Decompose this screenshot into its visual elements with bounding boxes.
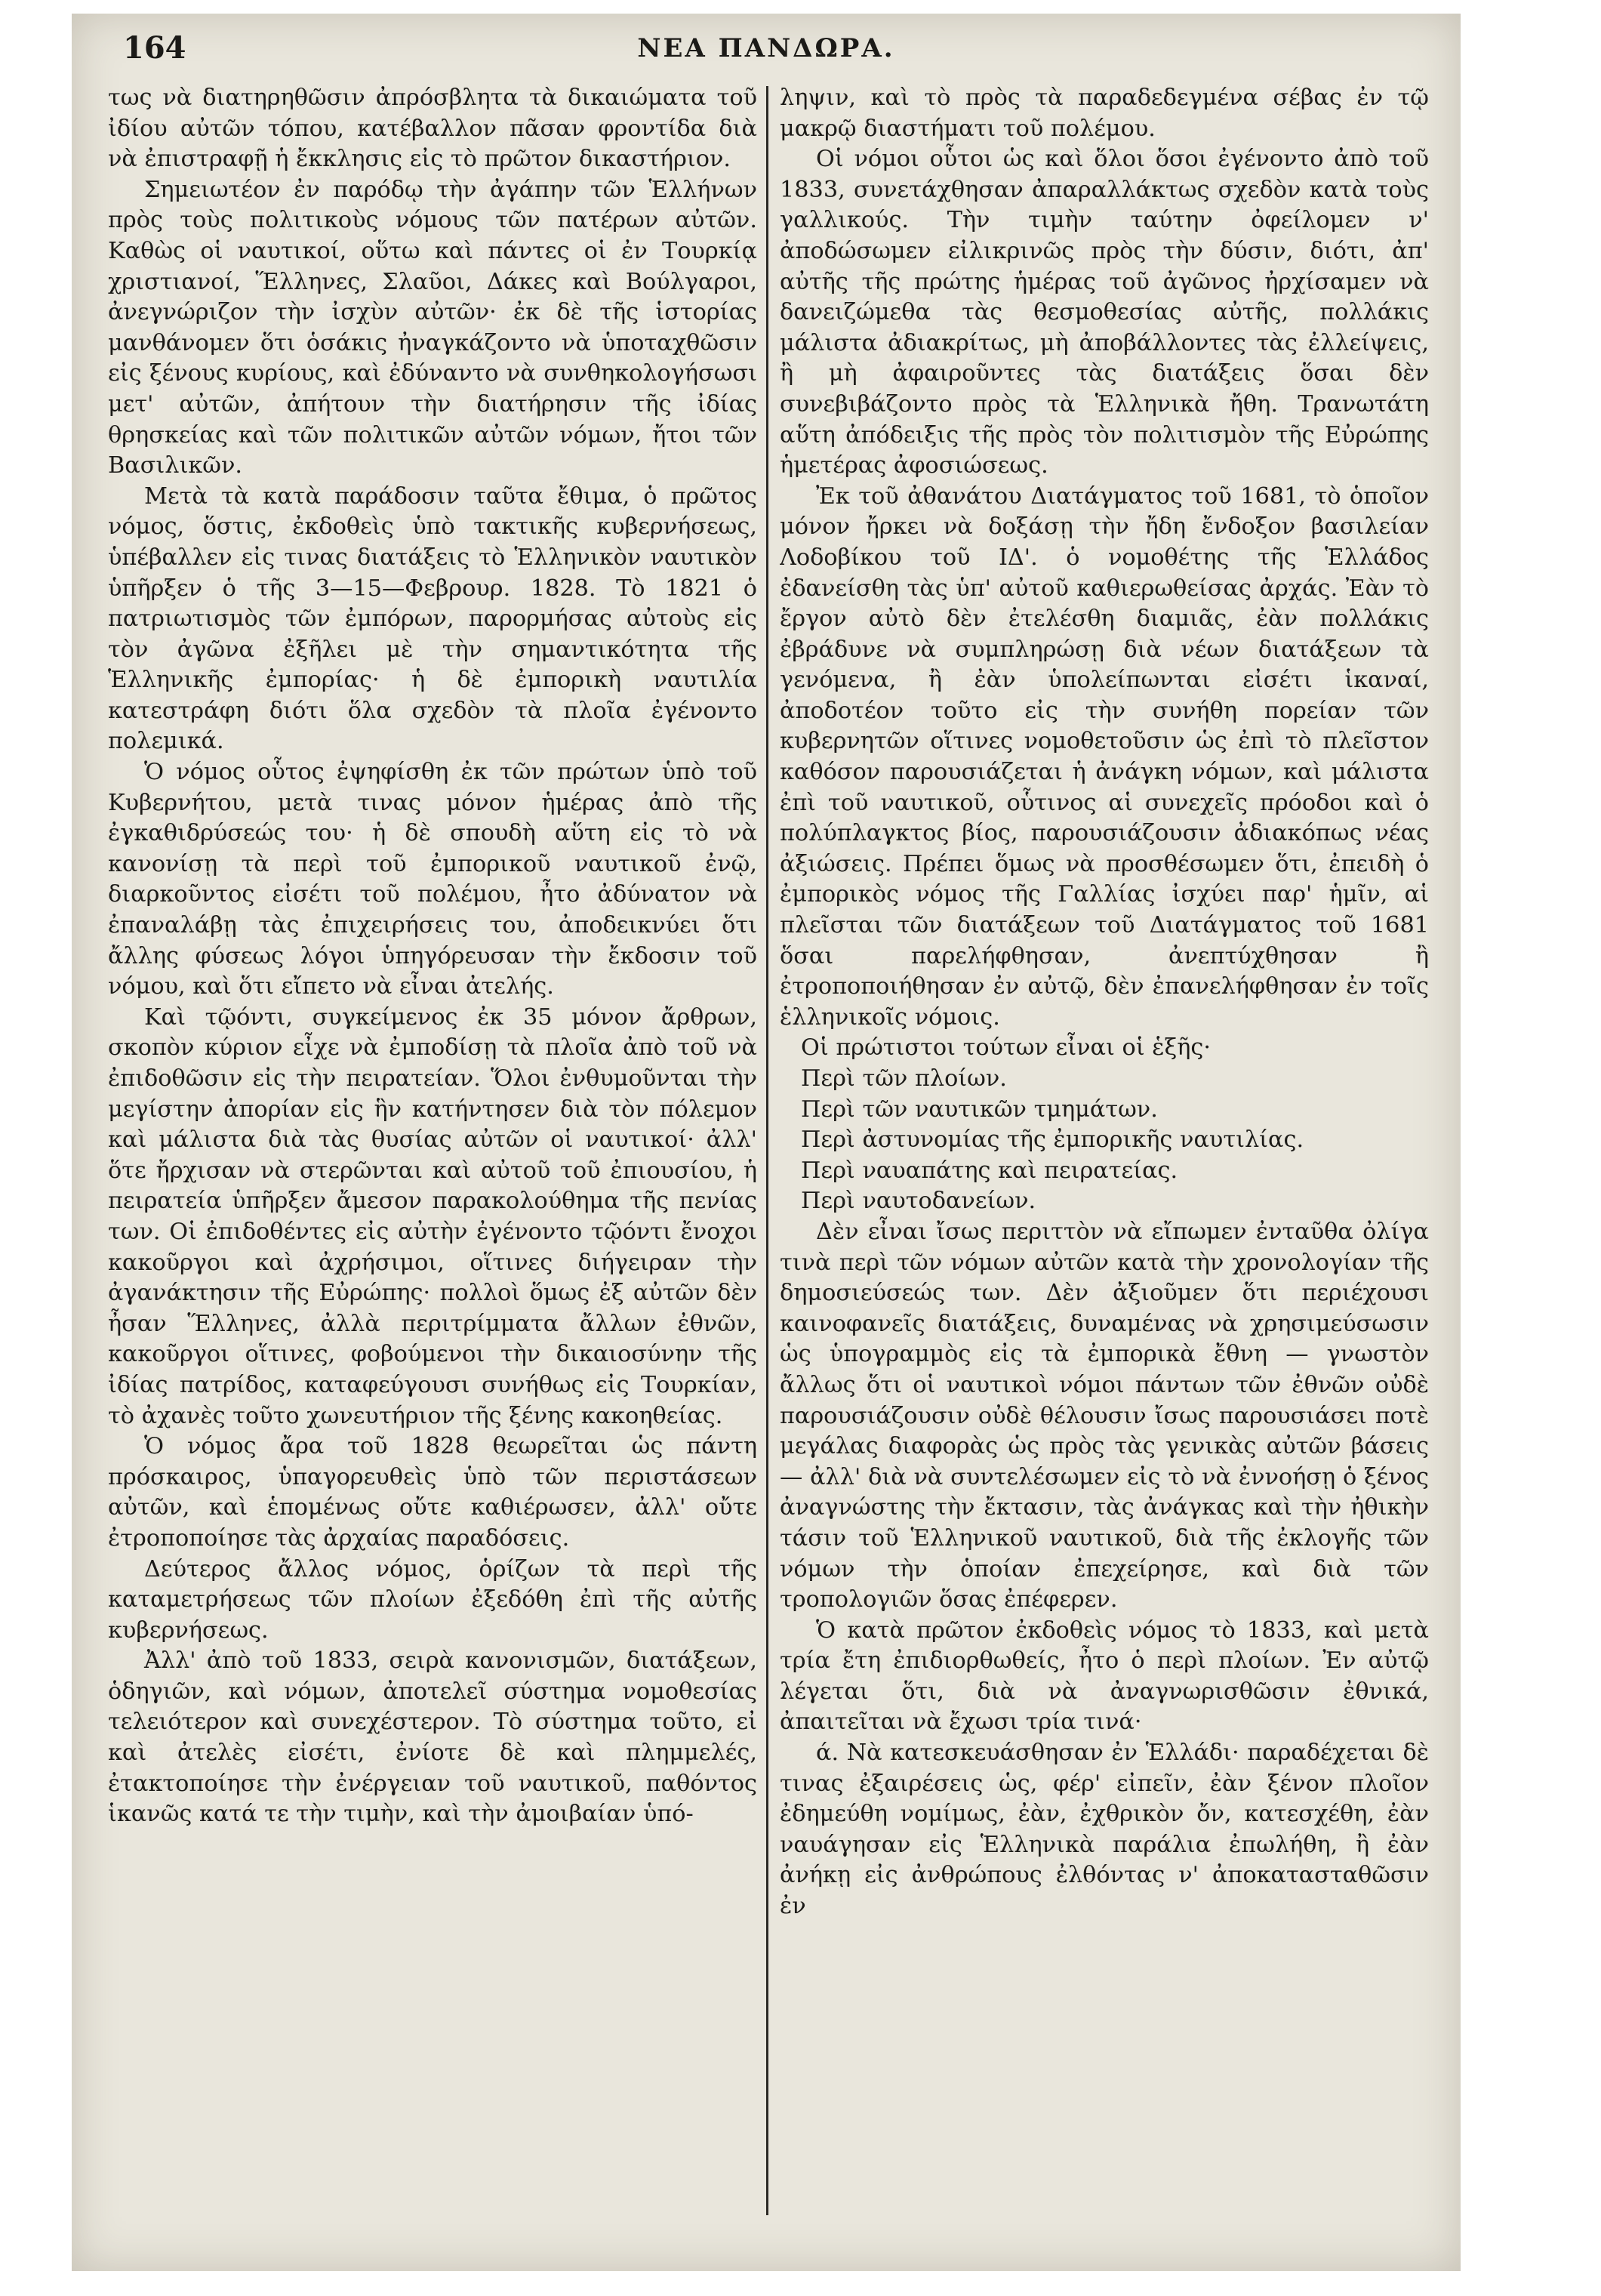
paragraph: Σημειωτέον ἐν παρόδῳ τὴν ἀγάπην τῶν Ἑλλήνων πρὸς τοὺς πολιτικοὺς νόμους τῶν πατέρων αὐτῶν. Καθὼς οἱ ναυτικοί, οὕτω καὶ πάντες οἱ ἐν Τουρκίᾳ χριστιανοί, Ἕλληνες, Σλαῦοι, Δάκες καὶ Βούλγαροι, ἀνεγνώριζον τὴν ἰσχὺν αὐτῶν· ἐκ δὲ τῆς ἱστορίας μανθάνομεν ὅτι ὁσάκις ἠναγκάζοντο νὰ ὑποταχθῶσιν εἰς ξένους κυρίους, καὶ ἐδύναντο νὰ συνθηκολογήσωσι μετ' αὐτῶν, ἀπήτουν τὴν διατήρησιν τῆς ἰδίας θρησκείας καὶ τῶν πολιτικῶν αὐτῶν νόμων, ἤτοι τῶν Βασιλικῶν. <box>108 176 757 479</box>
paragraph: Ἐκ τοῦ ἀθανάτου Διατάγματος τοῦ 1681, τὸ ὁποῖον μόνον ἤρκει νὰ δοξάσῃ τὴν ἤδη ἔνδοξον βασιλείαν Λοδοβίκου τοῦ ΙΔ'. ὁ νομοθέτης τῆς Ἑλλάδος ἐδανείσθη τὰς ὑπ' αὐτοῦ καθιερωθείσας ἀρχάς. Ἐὰν τὸ ἔργον αὐτὸ δὲν ἐτελέσθη διαμιᾶς, ἐὰν πολλάκις ἐβράδυνε νὰ συμπληρώσῃ διὰ νέων διατάξεων τὰ γενόμενα, ἢ ἐὰν ὑπολείπωνται εἰσέτι ἱκαναί, ἀποδοτέον τοῦτο εἰς τὴν συνήθη πορείαν τῶν κυβερνητῶν οἵτινες νομοθετοῦσιν ὡς ἐπὶ τὸ πλεῖστον καθόσον παρουσιάζεται ἡ ἀνάγκη νόμων, καὶ μάλιστα ἐπὶ τοῦ ναυτικοῦ, οὗτινος αἱ συνεχεῖς πρόοδοι καὶ ὁ πολύπλαγκτος βίος, παρουσιάζουσιν ἀδιακόπως νέας ἀξιώσεις. Πρέπει ὅμως νὰ προσθέσωμεν ὅτι, ἐπειδὴ ὁ ἐμπορικὸς νόμος τῆς Γαλλίας ἰσχύει παρ' ἡμῖν, αἱ πλεῖσται τῶν διατάξεων τοῦ Διατάγματος τοῦ 1681 ὅσαι παρελήφθησαν, ἀνεπτύχθησαν ἢ ἐτροποποιήθησαν ἐν αὐτῷ, δὲν ἐπανελήφθησαν ἐν τοῖς ἑλληνικοῖς νόμοις. <box>780 482 1429 1031</box>
list-item: Περὶ ναυαπάτης καὶ πειρατείας. <box>801 1157 1178 1184</box>
paragraph: Δεύτερος ἄλλος νόμος, ὁρίζων τὰ περὶ τῆς καταμετρήσεως τῶν πλοίων ἐξεδόθη ἐπὶ τῆς αὐτῆς κυβερνήσεως. <box>108 1555 757 1644</box>
paragraph: Οἱ νόμοι οὗτοι ὡς καὶ ὅλοι ὅσοι ἐγένοντο ἀπὸ τοῦ 1833, συνετάχθησαν ἀπαραλλάκτως σχεδὸν κατὰ τοὺς γαλλικούς. Τὴν τιμὴν ταύτην ὀφείλομεν ν' ἀποδώσωμεν εἰλικρινῶς πρὸς τὴν δύσιν, διότι, ἀπ' αὐτῆς τῆς πρώτης ἡμέρας τοῦ ἀγῶνος ἠρχίσαμεν νὰ δανειζώμεθα τὰς θεσμοθεσίας αὐτῆς, πολλάκις μάλιστα ἀδιακρίτως, μὴ ἀποβάλλοντες τὰς ἐλλείψεις, ἢ μὴ ἀφαιροῦντες τὰς διατάξεις ὅσαι δὲν συνεβιβάζοντο πρὸς τὰ Ἑλληνικὰ ἤθη. Τρανωτάτη αὕτη ἀπόδειξις τῆς πρὸς τὸν πολιτισμὸν τῆς Εὐρώπης ἡμετέρας ἀφοσιώσεως. <box>780 146 1429 479</box>
paragraph: ά. Νὰ κατεσκευάσθησαν ἐν Ἑλλάδι· παραδέχεται δὲ τινας ἐξαιρέσεις ὡς, φέρ' εἰπεῖν, ἐὰν ξένον πλοῖον ἐδημεύθη νομίμως, ἐὰν, ἐχθρικὸν ὄν, κατεσχέθη, ἐὰν ναυάγησαν εἰς Ἑλληνικὰ παράλια ἐπωλήθη, ἢ ἐὰν ἀνήκῃ εἰς ἀνθρώπους ἐλθόντας ν' ἀποκατασταθῶσιν ἐν <box>780 1740 1429 1920</box>
column-divider <box>766 86 768 2215</box>
newspaper-page <box>72 14 1461 2271</box>
paragraph: Ἀλλ' ἀπὸ τοῦ 1833, σειρὰ κανονισμῶν, διατάξεων, ὁδηγιῶν, καὶ νόμων, ἀποτελεῖ σύστημα νομοθεσίας τελειότερον καὶ συνεχέστερον. Τὸ σύστημα τοῦτο, εἰ καὶ ἀτελὲς εἰσέτι, ἐνίοτε δὲ καὶ πλημμελές, ἐτακτοποίησε τὴν ἐνέργειαν τοῦ ναυτικοῦ, παθόντος ἱκανῶς κατά τε τὴν τιμὴν, καὶ τὴν ἀμοιβαίαν ὑπό- <box>108 1647 757 1828</box>
page-number: 164 <box>123 30 186 66</box>
paragraph: Ὁ κατὰ πρῶτον ἐκδοθεὶς νόμος τὸ 1833, καὶ μετὰ τρία ἔτη ἐπιδιορθωθείς, ἦτο ὁ περὶ πλοίων. Ἐν αὐτῷ λέγεται ὅτι, διὰ νὰ ἀναγνωρισθῶσιν ἐθνικά, ἀπαιτεῖται νὰ ἔχωσι τρία τινά· <box>780 1616 1429 1736</box>
list-item: Περὶ ναυτοδανείων. <box>801 1188 1036 1215</box>
list-item: Περὶ ἀστυνομίας τῆς ἐμπορικῆς ναυτιλίας. <box>801 1126 1304 1154</box>
list-item: Περὶ τῶν πλοίων. <box>801 1065 1007 1092</box>
paragraph: ληψιν, καὶ τὸ πρὸς τὰ παραδεδεγμένα σέβας ἐν τῷ μακρῷ διαστήματι τοῦ πολέμου. <box>780 85 1429 142</box>
page-header <box>72 30 1461 76</box>
left-column <box>108 83 757 2242</box>
right-column <box>780 83 1429 2242</box>
paragraph: τως νὰ διατηρηθῶσιν ἀπρόσβλητα τὰ δικαιώματα τοῦ ἰδίου αὐτῶν τόπου, κατέβαλλον πᾶσαν φροντίδα διὰ νὰ ἐπιστραφῇ ἡ ἔκκλησις εἰς τὸ πρῶτον δικαστήριον. <box>108 85 757 173</box>
paragraph: Μετὰ τὰ κατὰ παράδοσιν ταῦτα ἔθιμα, ὁ πρῶτος νόμος, ὅστις, ἐκδοθεὶς ὑπὸ τακτικῆς κυβερνήσεως, ὑπέβαλλεν εἰς τινας διατάξεις τὸ Ἑλληνικὸν ναυτικὸν ὑπῆρξεν ὁ τῆς 3—15—Φεβρουρ. 1828. Τὸ 1821 ὁ πατριωτισμὸς τῶν ἐμπόρων, παρορμήσας αὐτοὺς εἰς τὸν ἀγῶνα ἐξῆλει μὲ τὴν σημαντικότητα τῆς Ἑλληνικῆς ἐμπορίας· ἡ δὲ ἐμπορικὴ ναυτιλία κατεστράφη διότι ὅλα σχεδὸν τὰ πλοῖα ἐγένοντο πολεμικά. <box>108 482 757 755</box>
list-intro: Οἱ πρώτιστοι τούτων εἶναι οἱ ἑξῆς· <box>801 1034 1211 1062</box>
paragraph: Δὲν εἶναι ἴσως περιττὸν νὰ εἴπωμεν ἐνταῦθα ὀλίγα τινὰ περὶ τῶν νόμων αὐτῶν κατὰ τὴν χρονολογίαν τῆς δημοσιεύσεώς των. Δὲν ἀξιοῦμεν ὅτι περιέχουσι καινοφανεῖς διατάξεις, δυναμένας νὰ χρησιμεύσωσιν ὡς ὑπογραμμὸς εἰς τὰ ἐμπορικὰ ἔθνη — γνωστὸν ἄλλως ὅτι οἱ ναυτικοὶ νόμοι πάντων τῶν ἐθνῶν οὐδὲ παρουσιάζουσιν οὐδὲ θέλουσιν ἴσως παρουσιάσει ποτὲ μεγάλας διαφορὰς ὡς πρὸς τὰς γενικὰς αὐτῶν βάσεις — ἀλλ' διὰ νὰ συντελέσωμεν εἰς τὸ νὰ ἐννοήσῃ ὁ ξένος ἀναγνώστης τὴν ἔκτασιν, τὰς ἀνάγκας καὶ τὴν ἠθικὴν τάσιν τοῦ Ἑλληνικοῦ ναυτικοῦ, διὰ τῆς ἐκλογῆς τῶν νόμων τὴν ὁποίαν ἐπεχείρησε, καὶ διὰ τῶν τροπολογιῶν ὅσας ἐπέφερεν. <box>780 1218 1429 1613</box>
paragraph: Ὁ νόμος οὗτος ἐψηφίσθη ἐκ τῶν πρώτων ὑπὸ τοῦ Κυβερνήτου, μετὰ τινας μόνον ἡμέρας ἀπὸ τῆς ἐγκαθιδρύσεώς του· ἡ δὲ σπουδὴ αὕτη εἰς τὸ νὰ κανονίσῃ τὰ περὶ τοῦ ἐμπορικοῦ ναυτικοῦ ἐνῷ, διαρκοῦντος εἰσέτι τοῦ πολέμου, ἦτο ἀδύνατον νὰ ἐπαναλάβῃ τὰς ἐπιχειρήσεις του, ἀποδεικνύει ὅτι ἄλλης φύσεως λόγοι ὑπηγόρευσαν τὴν ἔκδοσιν τοῦ νόμου, καὶ ὅτι εἴπετο νὰ εἶναι ἀτελής. <box>108 759 757 1000</box>
paragraph: Ὁ νόμος ἄρα τοῦ 1828 θεωρεῖται ὡς πάντη πρόσκαιρος, ὑπαγορευθεὶς ὑπὸ τῶν περιστάσεων αὐτῶν, καὶ ἑπομένως οὔτε καθιέρωσεν, ἀλλ' οὔτε ἐτροποποίησε τὰς ἀρχαίας παραδόσεις. <box>108 1433 757 1552</box>
running-title: ΝΕΑ ΠΑΝΔΩΡΑ. <box>637 33 895 63</box>
list-item: Περὶ τῶν ναυτικῶν τμημάτων. <box>801 1096 1158 1123</box>
paragraph: Καὶ τῷόντι, συγκείμενος ἐκ 35 μόνον ἄρθρων, σκοπὸν κύριον εἶχε νὰ ἐμποδίσῃ τὰ πλοῖα ἀπὸ τοῦ νὰ ἐπιδοθῶσιν εἰς τὴν πειρατείαν. Ὅλοι ἐνθυμοῦνται τὴν μεγίστην ἀπορίαν εἰς ἣν κατήντησεν διὰ τὸν πόλεμον καὶ μάλιστα διὰ τὰς θυσίας αὐτῶν οἱ ναυτικοί· ἀλλ' ὅτε ἤρχισαν νὰ στερῶνται καὶ αὐτοῦ τοῦ ἐπιουσίου, ἡ πειρατεία ὑπῆρξεν ἄμεσον παρακολούθημα τῆς πενίας των. Οἱ ἐπιδοθέντες εἰς αὐτὴν ἐγένοντο τῷόντι ἔνοχοι κακοῦργοι καὶ ἀχρήσιμοι, οἵτινες διήγειραν τὴν ἀγανάκτησιν τῆς Εὐρώπης· πολλοὶ ὅμως ἐξ αὐτῶν δὲν ἦσαν Ἕλληνες, ἀλλὰ περιτρίμματα ἄλλων ἐθνῶν, κακοῦργοι οἵτινες, φοβούμενοι τὴν δικαιοσύνην τῆς ἰδίας πατρίδος, καταφεύγουσι συνήθως εἰς Τουρκίαν, τὸ ἀχανὲς τοῦτο χωνευτήριον τῆς ξένης κακοηθείας. <box>108 1003 757 1429</box>
